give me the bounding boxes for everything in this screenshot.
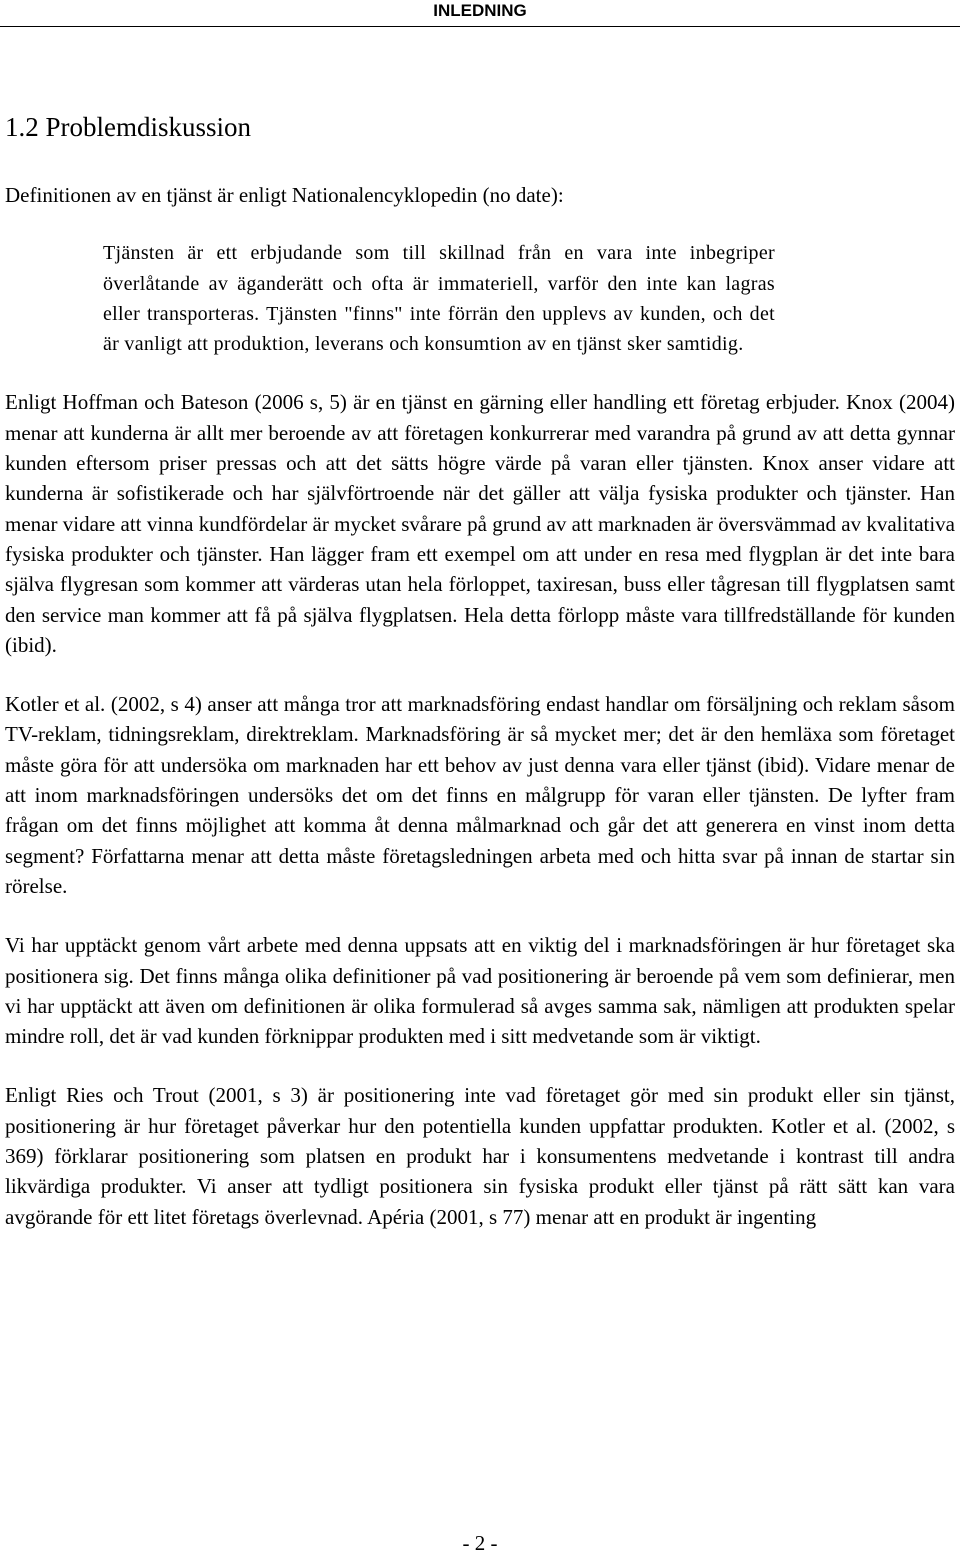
paragraph-ries-trout: Enligt Ries och Trout (2001, s 3) är positionering inte vad företaget gör med sin produkt eller sin tjänst, positionering är hur företaget påverkar hur den potentiella kunden uppfattar produkten. Kotler et al. (2002, s 369) förklarar positionering som platsen en produkt har i konsumentens medvetande i kontrast till andra likvärdiga produkter. Vi anser att tydligt positionera sin fysiska produkt eller tjänst på rätt sätt kan vara avgörande för ett litet företags överlevnad. Apéria (2001, s 77) menar att en produkt är ingenting	[5, 1083, 955, 1229]
paragraph-kotler-marketing: Kotler et al. (2002, s 4) anser att många tror att marknadsföring endast handlar om försäljning och reklam såsom TV-reklam, tidningsreklam, direktreklam. Marknadsföring är så mycket mer; det är den hemläxa som företaget måste göra för att undersöka om marknaden har ett behov av just denna vara eller tjänst (ibid). Vidare menar de att inom marknadsföringen undersöks det om det finns en målgrupp för varan eller tjänsten. De lyfter fram frågan om det finns möjlighet att komma åt denna målmarknad och går det att generera en vinst inom detta segment? Författarna menar att detta måste företagsledningen arbeta med och hitta svar på innan de startar sin rörelse.	[5, 692, 955, 898]
running-header	[0, 0, 960, 27]
page-number: - 2 -	[462, 1531, 498, 1555]
definition-quote: Tjänsten är ett erbjudande som till skillnad från en vara inte inbegriper överlåtande av äganderätt och ofta är immateriell, varför den inte kan lagras eller transporteras. Tjänsten "finns" inte förrän den upplevs av kunden, och det är vanligt att produktion, leverans och konsumtion av en tjänst sker samtidig.	[103, 242, 775, 356]
page-body	[5, 108, 955, 1261]
running-header-title: INLEDNING	[433, 1, 527, 20]
section-heading: 1.2 Problemdiskussion	[5, 112, 252, 142]
paragraph-hoffman-bateson: Enligt Hoffman och Bateson (2006 s, 5) är en tjänst en gärning eller handling ett företag erbjuder. Knox (2004) menar att kunderna är allt mer beroende av att företagen konkurrerar med varandra på grund av att detta gynnar kunden eftersom priser pressas och att det sätts högre värde på varan eller tjänsten. Knox anser vidare att kunderna är sofistikerade och har självförtroende när det gäller att välja fysiska produkter och tjänster. Han menar vidare att vinna kundfördelar är mycket svårare på grund av att marknaden är översvämmad av kvalitativa fysiska produkter och tjänster. Han lägger fram ett exempel om att under en resa med flygplan är det inte bara själva flygresan som kommer att värderas utan hela förloppet, taxiresan, buss eller tågresan till flygplatsen samt den service man kommer att få på själva flygplatsen. Hela detta förlopp måste vara tillfredställande för kunden (ibid).	[5, 390, 955, 657]
paragraph-positioning: Vi har upptäckt genom vårt arbete med denna uppsats att en viktig del i marknadsföringen är hur företaget ska positionera sig. Det finns många olika definitioner på vad positionering är beroende på vem som definierar, men vi har upptäckt att även om definitionen är olika formulerad så avges samma sak, nämligen att produkten spelar mindre roll, det är vad kunden förknippar produkten med i sitt medvetande som är viktigt.	[5, 933, 955, 1049]
intro-paragraph: Definitionen av en tjänst är enligt Nationalencyklopedin (no date):	[5, 183, 564, 207]
